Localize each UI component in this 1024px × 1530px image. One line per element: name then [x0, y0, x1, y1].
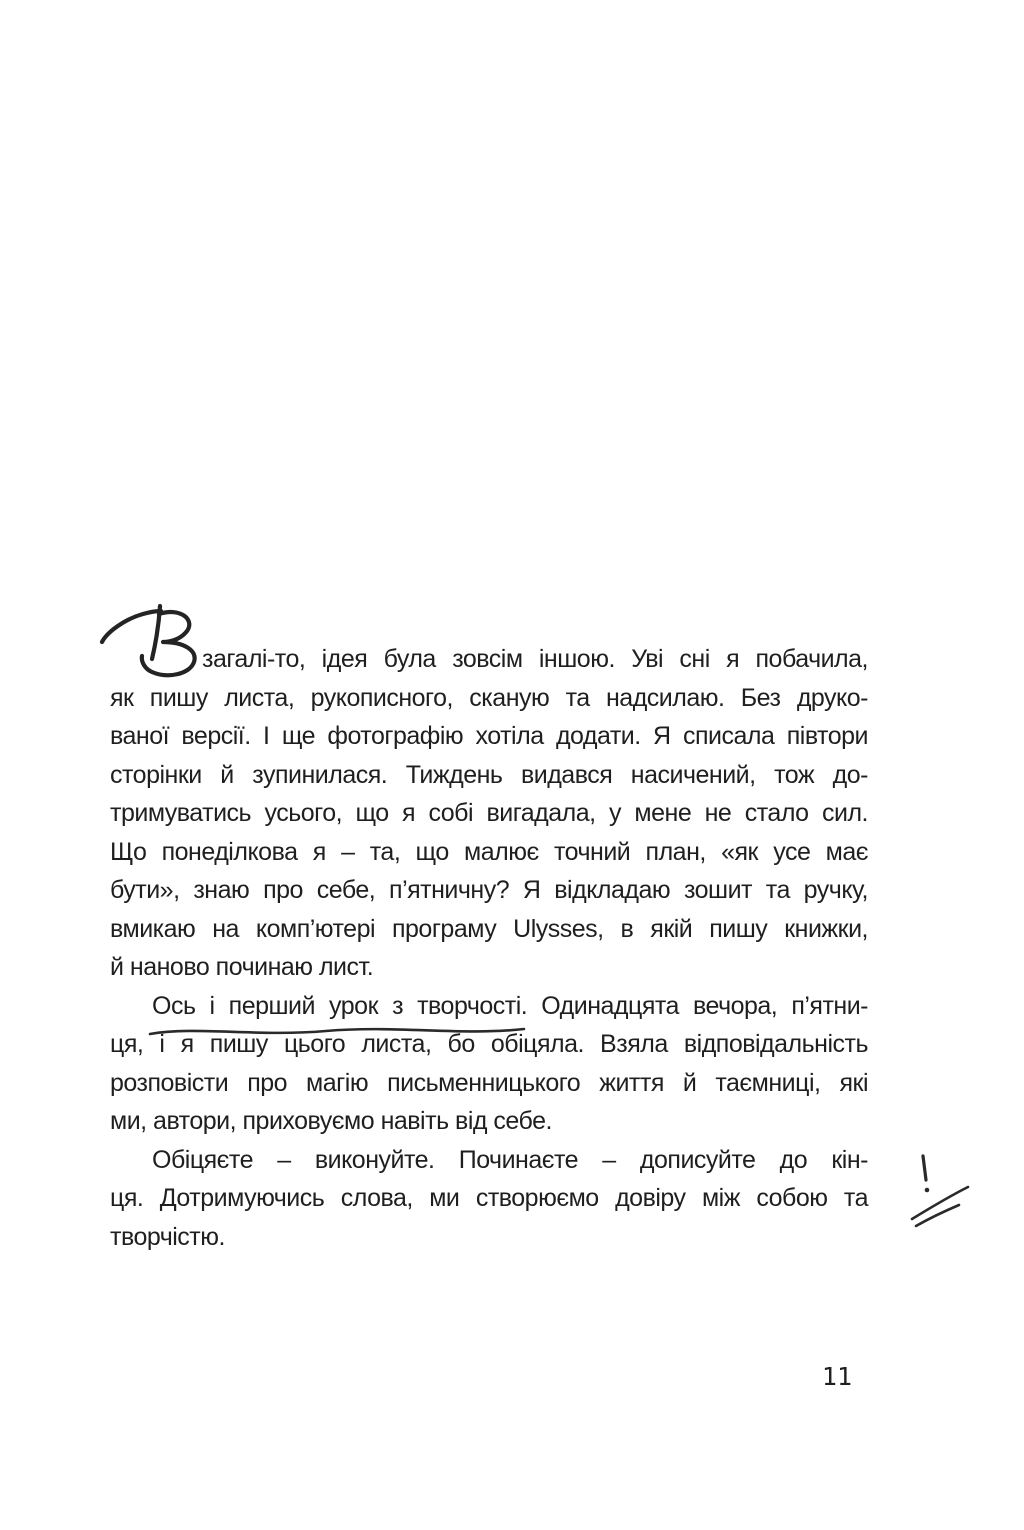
- handwritten-underline: [146, 1023, 546, 1043]
- text-line-underlined: Ось і перший урок з творчості. Одинадцята вечора, п’ятни-: [152, 991, 868, 1020]
- margin-annotation: [900, 1148, 980, 1240]
- drop-cap-letter: [0, 0, 1, 1]
- text-line: вмикаю на комп’ютері програму Ulysses, в якій пишу книжки,: [110, 914, 868, 943]
- text-line: ця. Дотримуючись слова, ми створюємо довіру між собою та: [110, 1184, 868, 1212]
- text-line: як пишу листа, рукописного, сканую та надсилаю. Без друко-: [110, 683, 868, 712]
- text-line: ця, і я пишу цього листа, бо обіцяла. Взяла відповідальність: [110, 1030, 868, 1058]
- text-line: сторінки й зупинилася. Тиждень видався насичений, тож до-: [110, 760, 868, 789]
- paragraph: [110, 987, 868, 1141]
- text-line: Обіцяєте – виконуйте. Починаєте – дописуйте до кін-: [152, 1145, 868, 1174]
- text-line: Що понеділкова я – та, що малює точний план, «як усе має: [110, 837, 868, 866]
- text-line: тримуватись усього, що я собі вигадала, у мене не стало сил.: [110, 799, 868, 827]
- text-line: ми, автори, приховуємо навіть від себе.: [110, 1107, 552, 1135]
- text-line: бути», знаю про себе, п’ятничну? Я відкладаю зошит та ручку,: [110, 876, 868, 904]
- text-line: творчістю.: [110, 1222, 225, 1251]
- text-line: розповісти про магію письменницького життя й таємниці, які: [110, 1068, 868, 1097]
- slash-mark-icon: [916, 1205, 959, 1226]
- text-line: й наново починаю лист.: [110, 953, 374, 981]
- body-text: [110, 640, 868, 1256]
- text-line: ваної версії. І ще фотографію хотіла додати. Я списала півтори: [110, 722, 868, 750]
- page-number: 11: [821, 1362, 852, 1391]
- exclamation-dot-icon: [925, 1188, 930, 1193]
- exclamation-mark-icon: [923, 1156, 926, 1180]
- paragraph: [110, 640, 868, 987]
- text-line: загалі-то, ідея була зовсім іншою. Уві сні я побачила,: [202, 645, 868, 673]
- paragraph: [110, 1141, 868, 1257]
